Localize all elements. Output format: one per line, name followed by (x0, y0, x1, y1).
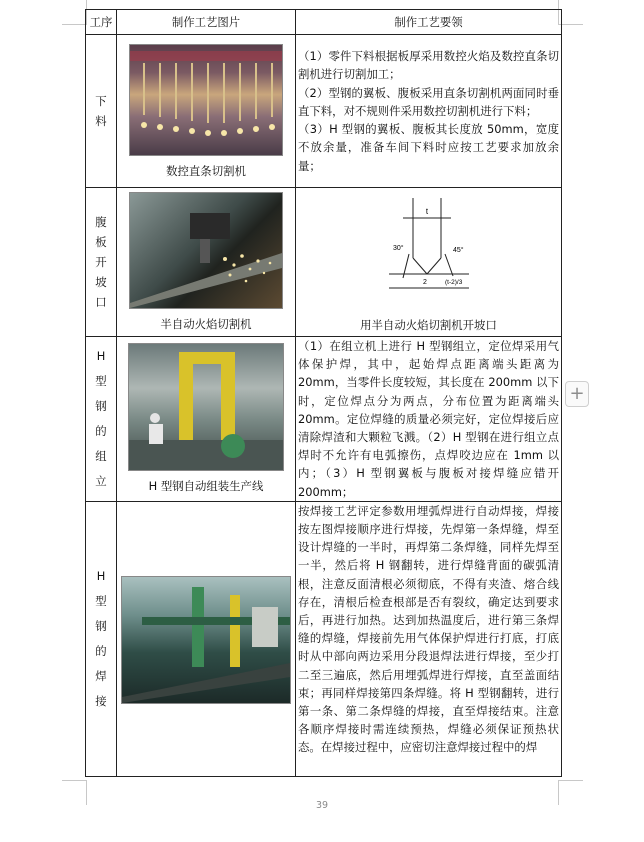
key-points-cell (296, 501, 562, 776)
key-points-text: 按焊接工艺评定参数用埋弧焊进行自动焊接，焊接按左图焊接顺序进行焊接，先焊第一条焊缝，焊至设计焊缝的一半时，再焊第二条焊缝，同样先焊至一半，然后将 H 钢翻转，进行焊缝背面的碳弧清根，注意反面清根必须彻底，不得有夹渣、熔合线存在，清根后检查根部是否有裂纹，确定达到要求后，再进行加热。达到加热温度后，进行第三条焊缝的焊缝，焊接前先用气体保护焊进行打底，打底时从中部向两边采用分段退焊法进行焊接，至少打二至三遍底，然后用埋弧焊进行焊接，直至盖面结束；再同样焊接第四条焊缝。将 H 型钢翻转，进行第一条、第二条焊缝的焊接，直至焊接结束。注意各顺序焊接时需连续预热，焊缝必须保证预热状态。在焊接过程中，应密切注意焊接过程中的焊 (298, 503, 559, 755)
add-button[interactable]: + (565, 381, 589, 407)
welding-gantry-icon (122, 577, 290, 703)
step-cell (86, 501, 117, 776)
step-cell (86, 35, 117, 188)
key-points-text: （1）零件下料根据板厚采用数控火焰及数控直条切割机进行切割加工； （2）型钢的翼板、腹板采用直条切割机两面同时垂直下料，对不规则件采用数控切割机进行下料； （3）H 型钢的翼板、腹板其长度放 50mm，宽度不放余量，准备车间下料时应按工艺要求加放余量； (298, 49, 559, 173)
assembly-machine-icon (129, 344, 283, 470)
image-cell (117, 35, 296, 188)
table-row (86, 188, 562, 337)
table-row (86, 337, 562, 502)
table-row (86, 501, 562, 776)
bevel-label-t: t (425, 207, 428, 216)
crop-mark-top-left (62, 0, 87, 25)
h-beam-welding-photo (121, 576, 291, 704)
semi-auto-flame-cutter-photo (129, 192, 283, 309)
bevel-diagram-cell (296, 188, 562, 337)
header-image: 制作工艺图片 (117, 10, 296, 35)
table-row (86, 35, 562, 188)
image-caption: 数控直条切割机 (166, 163, 246, 178)
cnc-cutting-machine-photo (129, 44, 283, 156)
diagram-caption: 用半自动火焰切割机开坡口 (360, 318, 497, 332)
step-label: 腹板开坡口 (95, 215, 107, 309)
step-label: 下料 (95, 94, 107, 128)
key-points-text: （1）在组立机上进行 H 型钢组立，定位焊采用气体保护焊，其中，起始焊点距离端头距离为 20mm，当零件长度较短，其长度在 200mm 以下时，定位焊点分为两点，分布位置为距离端头 20mm。定位焊缝的质量必须完好，定位焊接后应清除焊渣和大颗粒飞溅。（2）H 型钢在进行组立点焊时不允许有电弧擦伤，点焊咬边应在 1mm 以内；（3）H 型钢翼板与腹板对接焊缝应错开 200mm； (298, 339, 559, 499)
bevel-diagram (369, 194, 489, 300)
image-cell (117, 337, 296, 502)
flame-torch-icon (130, 193, 282, 308)
image-cell (117, 188, 296, 337)
key-points-cell (296, 337, 562, 502)
header-key-points: 制作工艺要领 (296, 10, 562, 35)
key-points-cell (296, 35, 562, 188)
image-caption: 半自动火焰切割机 (160, 317, 252, 331)
step-cell (86, 337, 117, 502)
table-header-row (86, 10, 562, 35)
bevel-label-root: (t-2)/3 (444, 279, 462, 286)
image-caption: H 型钢自动组装生产线 (148, 479, 264, 494)
bevel-label-angle-left: 30° (392, 245, 404, 252)
image-cell (117, 501, 296, 776)
cutting-torches-icon (130, 45, 282, 155)
header-step: 工序 (86, 10, 117, 35)
process-table (85, 9, 562, 777)
h-beam-assembly-line-photo (128, 343, 284, 471)
step-cell (86, 188, 117, 337)
bevel-label-gap: 2 (422, 279, 427, 286)
bevel-label-angle-right: 45° (452, 247, 464, 254)
page-number: 39 (315, 800, 329, 811)
step-label: H型钢的组立 (95, 348, 107, 488)
step-label: H型钢的焊接 (95, 568, 107, 708)
